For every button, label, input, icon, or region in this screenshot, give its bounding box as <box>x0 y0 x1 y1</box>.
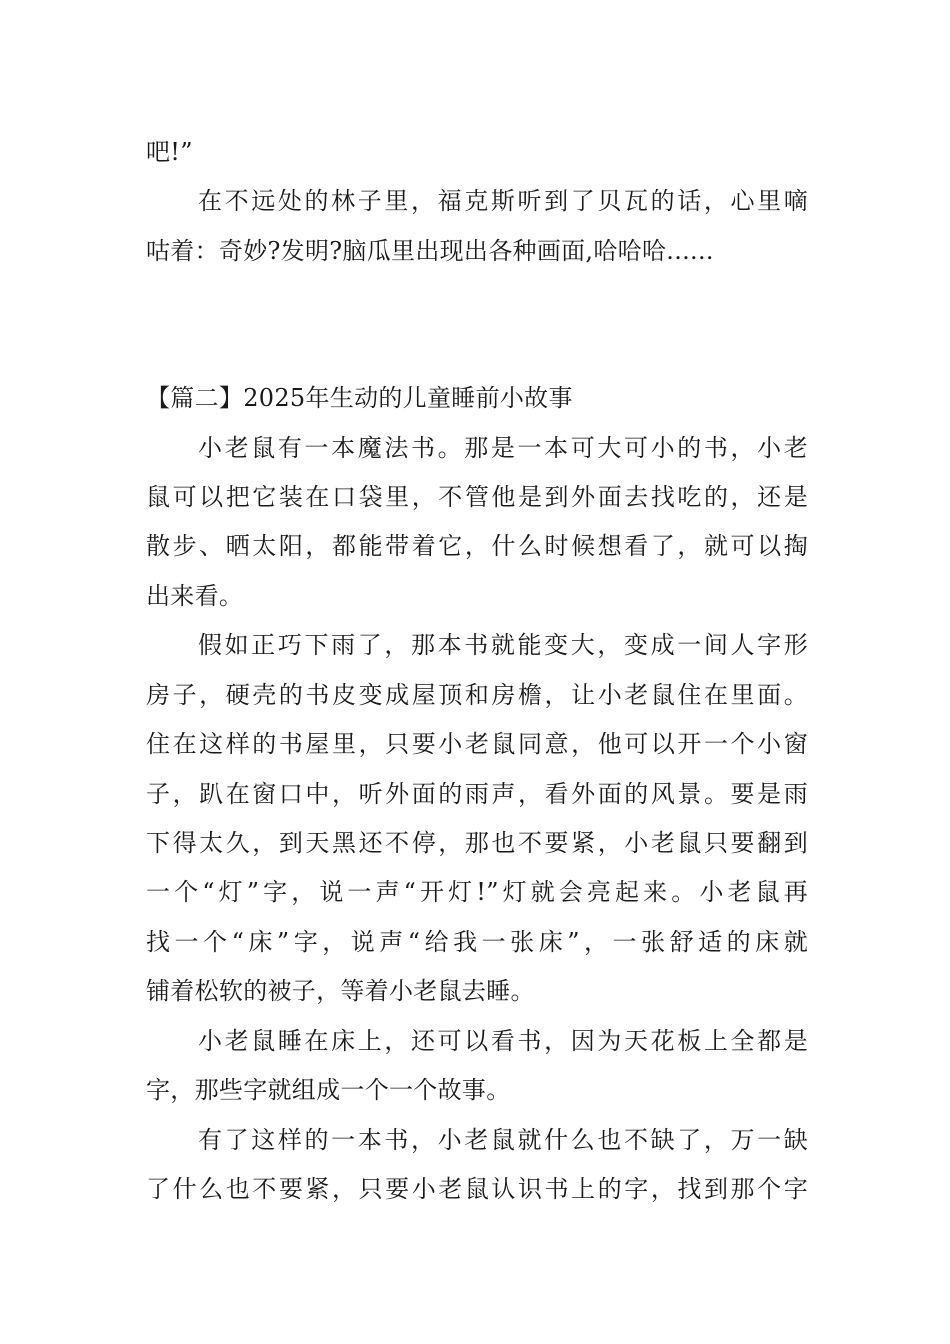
text-line: 咕着：奇妙?发明?脑瓜里出现出各种画面,哈哈哈...... <box>146 237 714 265</box>
text-line: 铺着松软的被子，等着小老鼠去睡。 <box>146 977 535 1005</box>
text-line: 小老鼠睡在床上，还可以看书，因为天花板上全都是 <box>198 1027 808 1055</box>
text-line: 吧!” <box>146 138 193 166</box>
text-line: 房子，硬壳的书皮变成屋顶和房檐，让小老鼠住在里面。 <box>146 681 808 709</box>
text-line: 鼠可以把它装在口袋里，不管他是到外面去找吃的，还是 <box>146 483 808 511</box>
text-line: 下得太久，到天黑还不停，那也不要紧，小老鼠只要翻到 <box>146 829 808 857</box>
text-line: 出来看。 <box>146 582 244 610</box>
text-line: 散步、晒太阳，都能带着它，什么时候想看了，就可以掏 <box>146 532 808 560</box>
text-line: 了什么也不要紧，只要小老鼠认识书上的字，找到那个字 <box>146 1175 808 1203</box>
text-line: 找一个“床”字，说声“给我一张床”，一张舒适的床就 <box>146 928 808 956</box>
text-line: 在不远处的林子里，福克斯听到了贝瓦的话，心里嘀 <box>198 187 808 215</box>
text-line: 小老鼠有一本魔法书。那是一本可大可小的书，小老 <box>198 434 808 462</box>
section-heading: 【篇二】2025年生动的儿童睡前小故事 <box>146 384 573 412</box>
text-line: 住在这样的书屋里，只要小老鼠同意，他可以开一个小窗 <box>146 730 808 758</box>
text-line: 有了这样的一本书，小老鼠就什么也不缺了，万一缺 <box>198 1126 808 1154</box>
text-line: 字，那些字就组成一个一个故事。 <box>146 1076 511 1104</box>
text-line: 子，趴在窗口中，听外面的雨声，看外面的风景。要是雨 <box>146 780 808 808</box>
text-line: 假如正巧下雨了，那本书就能变大，变成一间人字形 <box>198 631 808 659</box>
text-line: 一个“灯”字，说一声“开灯!”灯就会亮起来。小老鼠再 <box>146 878 808 906</box>
